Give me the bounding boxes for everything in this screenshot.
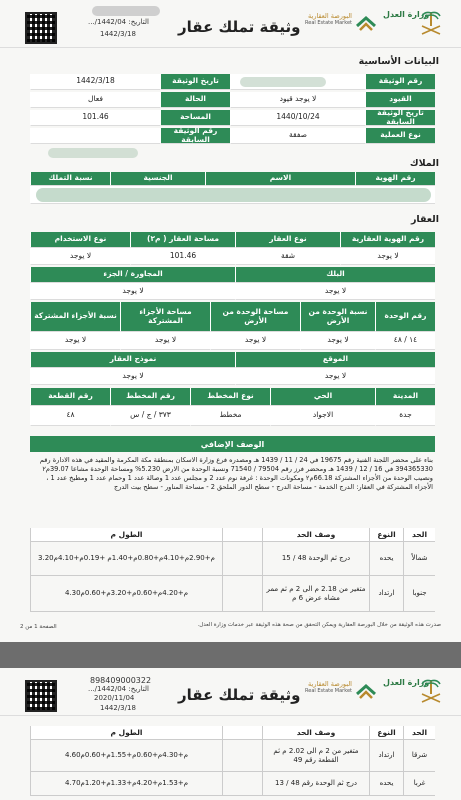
palm-swords-emblem-icon: [418, 676, 444, 706]
date-hijri: 1442/3/18: [100, 30, 136, 38]
redacted-block: [36, 188, 431, 202]
bounds-table: [30, 528, 435, 612]
basic-row: نوع العملية صفقة رقم الوثيقة السابقة: [30, 128, 435, 144]
property-value-row: جدة الاجواد مخطط ٣٧٣ / ج / س ٤٨: [30, 406, 435, 426]
date-hijri: 1442/3/18: [100, 704, 136, 712]
serial-number: 898409000322: [90, 676, 152, 685]
market-logo: البورصة العقارية Real Estate Market: [305, 680, 352, 694]
property-header-row: البلك المجاورة / الجزء: [30, 267, 435, 283]
qr-code-icon: [25, 12, 57, 44]
property-value-row: لا يوجد لا يوجد: [30, 368, 435, 385]
document-header: [0, 0, 461, 48]
basic-row: رقم الوثيقة تاريخ الوثيقة 1442/3/18: [30, 74, 435, 90]
date-label: التاريخ: 1442/04/...: [88, 685, 149, 693]
date-gregorian: 2020/11/04: [94, 694, 135, 702]
footer-note: صدرت هذه الوثيقة من خلال البورصة العقارية ويمكن التحقق من صحة هذه الوثيقة عبر خدمات وزارة العدل. الصفحة 1 من 2: [20, 622, 441, 630]
document-title: وثيقة تملك عقار: [178, 686, 301, 704]
table-row: غربا يحده درج ثم الوحدة رقم 48 / 13 4.70م+1.53م+4.20م+1.33م+1.20م: [30, 772, 435, 796]
property-value-row: ١٤ / ٤٨ لا يوجد لا يوجد لا يوجد لا يوجد: [30, 332, 435, 350]
moj-logo: وزارة العدل: [383, 10, 430, 19]
description-title: الوصف الإضافي: [30, 436, 435, 452]
qr-code-icon: [25, 680, 57, 712]
table-row: شمالاً يحده درج ثم الوحدة 48 / 15 3.20م+2.90م+4.10م+0.80م+1.40م +0.19م+4.10م: [30, 542, 435, 576]
property-header-row: الموقع نموذج العقار: [30, 352, 435, 368]
property-header-row: المدينة الحي نوع المخطط رقم المخطط رقم القطعة: [30, 388, 435, 406]
market-logo-icon: [355, 680, 377, 702]
basic-row: تاريخ الوثيقة السابقة 1440/10/24 المساحة 101.46: [30, 110, 435, 126]
market-logo: البورصة العقارية Real Estate Market: [305, 12, 352, 26]
property-value-row: لا يوجد لا يوجد: [30, 283, 435, 300]
moj-logo: وزارة العدل: [383, 678, 430, 687]
redacted-block: [92, 6, 160, 16]
table-row: جنوبا ارتداد متغير من 2.18 م الى 2 م ثم ممر مشاه عرض 6 م 4.30م+4.20م+0.60م+3.20م+0.60م: [30, 576, 435, 612]
table-header-row: الحد النوع وصف الحد الطول م: [30, 726, 435, 740]
section-title-basic: البيانات الأساسية: [358, 56, 439, 67]
document-title: وثيقة تملك عقار: [178, 18, 301, 36]
property-value-row: لا يوجد شقة 101.46 لا يوجد: [30, 248, 435, 265]
table-row: شرقا ارتداد متغير من 2 م الى 2.02 م ثم القطعة رقم 49 4.60م+4.30م+0.60م+1.55م+0.60م: [30, 740, 435, 772]
document-page-2: [0, 668, 461, 800]
owners-header-row: رقم الهوية الاسم الجنسية نسبة التملك: [30, 172, 435, 186]
bounds-table: [30, 726, 435, 796]
property-header-row: رقم الوحدة نسبة الوحدة من الأرض مساحة الوحدة من الأرض مساحة الأجزاء المشتركة نسبة الأجزاء المشتركة: [30, 302, 435, 332]
section-title-owners: الملاك: [409, 158, 439, 169]
market-logo-icon: [355, 12, 377, 34]
date-label: التاريخ: 1442/04/...: [88, 18, 149, 26]
redacted-block: [48, 148, 138, 158]
palm-swords-emblem-icon: [418, 8, 444, 38]
basic-row: القيود لا يوجد قيود الحالة فعال: [30, 92, 435, 108]
description-text: بناء على محضر اللجنة الفنية رقم 19675 في 24 / 11 / 1439 هـ ومصدره فرع وزارة الاسكان بمنطقة مكة المكرمة والمقيد في هذه الادارة رقم 394365330 في 16 / 12 / 1439 هـ ومحضر فرز رقم 79504 / 71540 ونسبة الوحدة من الارض 5.230% ومساحة الوحدة مشاعا 39.07م٢ ونصيب الوحدة من الأجزاء المشتركة 66.18م٢ ومكونات الوحدة : غرفة نوم عدد 2 و مجلس عدد 1 وصالة عدد 1 وحمام عدد 1 ومطبخ عدد 1 ، الأجزاء المشتركة في العقار: الدرج الخدمة - مساحة الدرج - سطح الدور الملحق 2 - مساحة المناور - سطح بيت الدرج: [39, 456, 433, 491]
property-header-row: رقم الهوية العقارية نوع العقار مساحة العقار ( م٢) نوع الاستخدام: [30, 232, 435, 248]
document-header: [0, 668, 461, 716]
table-header-row: الحد النوع وصف الحد الطول م: [30, 528, 435, 542]
section-title-property: العقار: [410, 214, 439, 225]
page-number: الصفحة 1 من 2: [20, 624, 57, 630]
redacted-block: [240, 77, 326, 87]
